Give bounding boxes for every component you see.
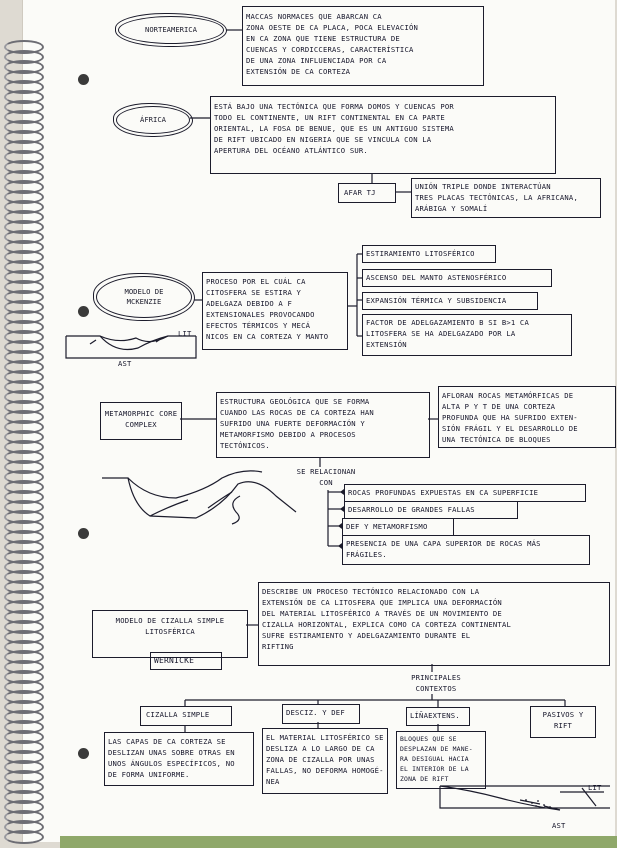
northamerica-line: CUENCAS Y CORDICCERAS, CARACTERÍSTICA (246, 45, 414, 54)
wernicke-desc-line: DEL MATERIAL LITOSFÉRICO A TRAVÉS DE UN MOVIMIENTO DE (262, 609, 502, 618)
africa-line: ESTÁ BAJO UNA TECTÓNICA QUE FORMA DOMOS Y CUENCAS POR (214, 102, 454, 111)
mckenzie-item: ASCENSO DEL MANTO ASTENOSFÉRICO (366, 273, 507, 282)
context-desc-line: DESPLAZAN DE MANE- (400, 745, 473, 753)
mcc-desc-line: ESTRUCTURA GEOLÓGICA QUE SE FORMA (220, 397, 370, 406)
mckenzie-item: ESTIRAMIENTO LITOSFÉRICO (366, 249, 475, 258)
context-head: LÍÑAEXTENS. (410, 711, 460, 720)
wernicke-contexts-line: PRINCIPALES (411, 673, 461, 682)
mckenzie-desc (206, 276, 344, 342)
context-head (534, 709, 592, 731)
spiral-coil (4, 830, 44, 844)
mcc-last-line: FRÁGILES. (346, 550, 387, 559)
context-head: DESCIZ. Y DEF (286, 708, 345, 717)
afar-line: ARÁBIGA Y SOMALÍ (415, 204, 488, 213)
mcc-right-line: UNA TECTÓNICA DE BLOQUES (442, 435, 551, 444)
mcc-item: ROCAS PROFUNDAS EXPUESTAS EN CA SUPERFICIE (348, 488, 539, 497)
northamerica-line: MACCAS NORMACES QUE ABARCAN CA (246, 12, 382, 21)
mckenzie-desc-line: PROCESO POR EL CUÁL CA (206, 277, 306, 286)
africa-line: APERTURA DEL OCÉANO ATLÁNTICO SUR. (214, 146, 368, 155)
mckenzie-factor-line: FACTOR DE ADELGAZAMIENTO Β SI Β>1 CA (366, 318, 529, 327)
wernicke-desc-line: SUFRE ESTIRAMIENTO Y ADELGAZAMIENTO DURANTE EL (262, 631, 471, 640)
context-desc-line: EL MATERIAL LITOSFÉRICO SE (266, 733, 384, 742)
wernicke-ast-label: AST (552, 821, 566, 830)
wernicke-author: WERNICKE (154, 656, 195, 665)
northamerica-line: EN CA ZONA QUE TIENE ESTRUCTURA DE (246, 34, 400, 43)
africa-label: ÁFRICA (140, 115, 166, 124)
context-head-line: RIFT (553, 721, 573, 730)
context-desc-line: DESLIZA A LO LARGO DE CA (266, 744, 375, 753)
mcc-last-line: PRESENCIA DE UNA CAPA SUPERIOR DE ROCAS MÁS (346, 539, 541, 548)
spiral-binding (4, 40, 44, 840)
northamerica-label: NORTEAMERICA (145, 25, 197, 34)
northamerica-line: EXTENSIÓN DE CA CORTEZA (246, 67, 351, 76)
context-desc (266, 732, 384, 787)
context-desc-line: NEA (266, 777, 280, 786)
punch-hole (78, 528, 89, 539)
wernicke-desc-line: EXTENSIÓN DE CA LITOSFERA QUE IMPLICA UNA DEFORMACIÓN (262, 598, 502, 607)
context-desc-line: ZONA DE RIFT (400, 775, 449, 783)
mckenzie-cloud (96, 276, 192, 318)
mcc-item: DEF Y METAMORFISMO (346, 522, 428, 531)
africa-line: DE RIFT UBICADO EN NIGERIA QUE SE VINCULA CON LA (214, 135, 432, 144)
mckenzie-desc-line: ADELGAZA DEBIDO A F (206, 299, 293, 308)
context-desc-line: FALLAS, NO DEFORMA HOMOGÉ- (266, 766, 384, 775)
next-page-edge (60, 836, 617, 848)
wernicke-label-line: MODELO DE CIZALLA SIMPLE (115, 616, 225, 625)
mcc-desc-line: CUANDO LAS ROCAS DE CA CORTEZA HAN (220, 408, 374, 417)
wernicke-label (96, 615, 244, 637)
mcc-label-line: METAMORPHIC CORE (104, 409, 178, 418)
wernicke-desc-line: CIZALLA HORIZONTAL, EXPLICA COMO CA CORTEZA CONTINENTAL (262, 620, 511, 629)
mckenzie-factor-line: EXTENSIÓN (366, 340, 407, 349)
mckenzie-desc-line: NICOS EN CA CORTEZA Y MANTO (206, 332, 329, 341)
mckenzie-item: EXPANSIÓN TÉRMICA Y SUBSIDENCIA (366, 296, 507, 305)
africa-desc (214, 101, 552, 156)
mcc-desc (220, 396, 426, 451)
mcc-right-line: SIÓN FRÁGIL Y EL DESARROLLO DE (442, 424, 578, 433)
mcc-right-line: ALTA P Y T DE UNA CORTEZA (442, 402, 556, 411)
afar-line: UNIÓN TRIPLE DONDE INTERACTÚAN (415, 182, 551, 191)
northamerica-line: DE UNA ZONA INFLUENCIADA POR CA (246, 56, 387, 65)
mcc-connector-line: CON (319, 478, 333, 487)
wernicke-desc (262, 586, 606, 652)
wernicke-desc-line: DESCRIBE UN PROCESO TECTÓNICO RELACIONADO CON LA (262, 587, 480, 596)
mckenzie-desc-line: CITOSFERA SE ESTIRA Y (206, 288, 302, 297)
context-desc-line: EL INTERIOR DE LA (400, 765, 469, 773)
context-desc-line: DESLIZAN UNAS SOBRE OTRAS EN (108, 748, 235, 757)
mcc-connector-line: SE RELACIONAN (296, 467, 356, 476)
context-desc-line: UNOS ÁNGULOS ESPECÍFICOS, NO (108, 759, 235, 768)
mcc-right-line: AFLORAN ROCAS METAMÓRFICAS DE (442, 391, 574, 400)
mcc-desc-line: SUFRIDO UNA FUERTE DEFORMACIÓN Y (220, 419, 365, 428)
wernicke-contexts-line: CONTEXTOS (415, 684, 457, 693)
mckenzie-ast-label: AST (118, 359, 132, 368)
wernicke-label-line: LITOSFÉRICA (145, 627, 195, 636)
context-desc-line: RA DESIGUAL HACIA (400, 755, 469, 763)
mcc-label-line: COMPLEX (125, 420, 157, 429)
mckenzie-label-line: MCKENZIE (126, 297, 162, 306)
mckenzie-factor (366, 317, 568, 350)
afar-desc (415, 181, 597, 214)
punch-hole (78, 306, 89, 317)
northamerica-line: ZONA OESTE DE CA PLACA, POCA ELEVACIÓN (246, 23, 419, 32)
context-head: CIZALLA SIMPLE (146, 710, 210, 719)
mcc-desc-line: METAMORFISMO DEBIDO A PROCESOS (220, 430, 356, 439)
africa-cloud (116, 106, 190, 134)
mckenzie-lit-label: LIT (178, 329, 192, 338)
northamerica-cloud (118, 16, 224, 44)
context-desc-line: ZONA DE CIZALLA POR UNAS (266, 755, 375, 764)
mcc-label (104, 408, 178, 430)
mcc-desc-line: TECTÓNICOS. (220, 441, 270, 450)
mcc-right-line: PROFUNDA QUE HA SUFRIDO EXTEN- (442, 413, 578, 422)
mcc-last (346, 538, 586, 560)
northamerica-desc (246, 11, 480, 77)
context-desc-line: BLOQUES QUE SE (400, 735, 457, 743)
wernicke-contexts (396, 672, 476, 694)
mcc-right-desc (442, 390, 612, 445)
punch-hole (78, 74, 89, 85)
context-head-line: PASIVOS Y (542, 710, 584, 719)
mckenzie-desc-line: EFECTOS TÉRMICOS Y MECÁ (206, 321, 311, 330)
context-desc-line: DE FORMA UNIFORME. (108, 770, 190, 779)
context-desc-line: LAS CAPAS DE CA CORTEZA SE (108, 737, 226, 746)
context-desc (400, 734, 482, 784)
punch-hole (78, 748, 89, 759)
africa-line: ORIENTAL, LA FOSA DE BENUE, QUE ES UN ANTIGUO SISTEMA (214, 124, 454, 133)
wernicke-desc-line: RIFTING (262, 642, 294, 651)
africa-line: TODO EL CONTINENTE, UN RIFT CONTINENTAL EN CA PARTE (214, 113, 445, 122)
mckenzie-factor-line: LITOSFERA SE HA ADELGAZADO POR LA (366, 329, 516, 338)
afar-label: AFAR TJ (344, 188, 376, 197)
mckenzie-label-line: MODELO DE (124, 287, 164, 296)
mcc-item: DESARROLLO DE GRANDES FALLAS (348, 505, 475, 514)
context-desc (108, 736, 250, 780)
wernicke-lit-label: LIT (588, 783, 602, 792)
mckenzie-label (125, 287, 164, 307)
mckenzie-desc-line: EXTENSIONALES PROVOCANDO (206, 310, 315, 319)
afar-line: TRES PLACAS TECTÓNICAS, LA AFRICANA, (415, 193, 578, 202)
